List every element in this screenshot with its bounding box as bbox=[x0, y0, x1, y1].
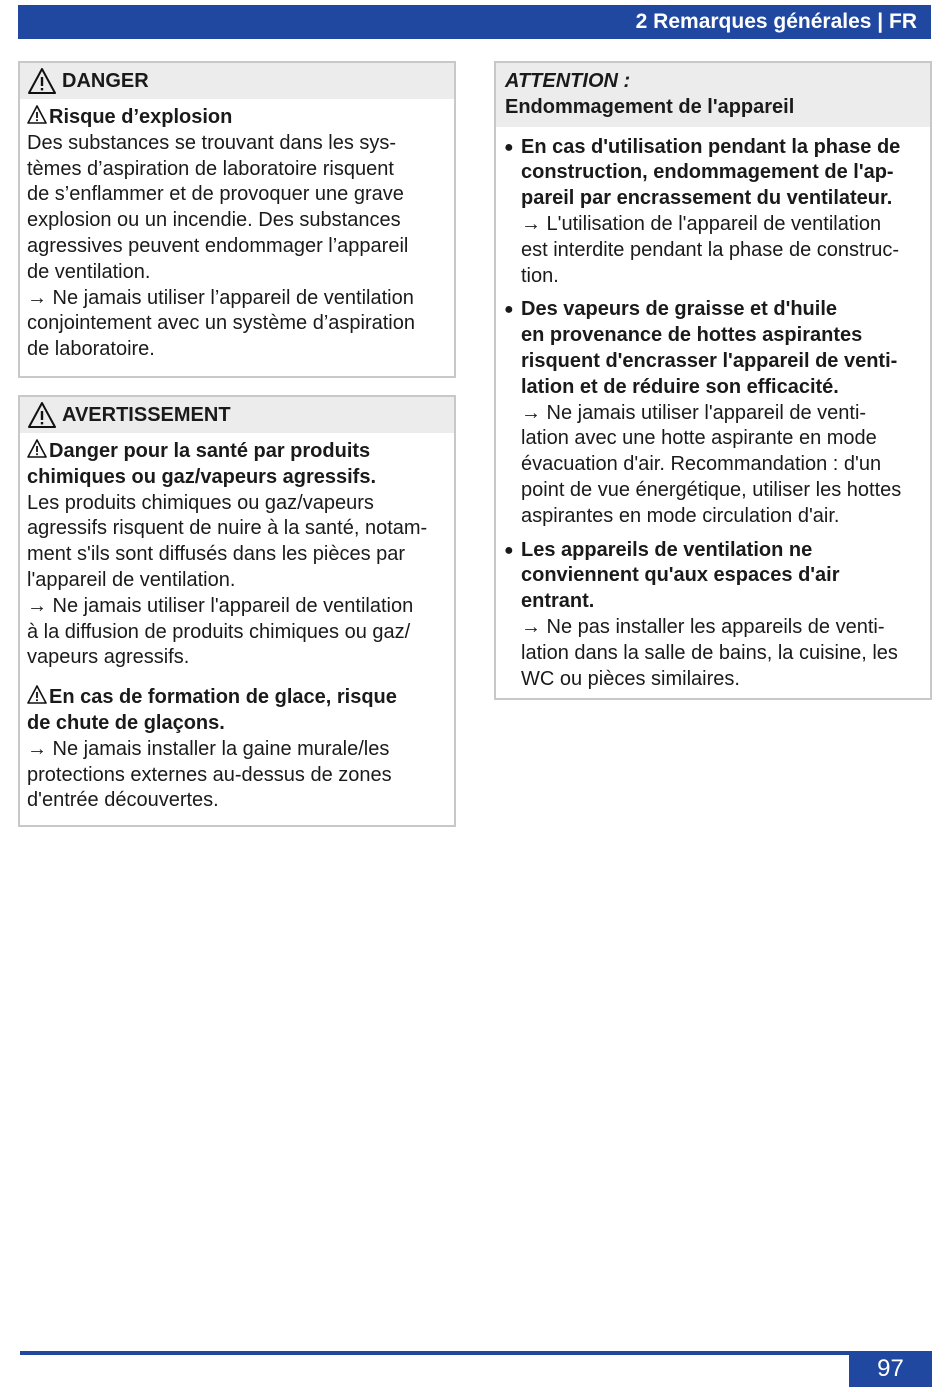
warning-item2-title-line: de chute de glaçons. bbox=[27, 711, 225, 734]
footer-rule bbox=[20, 1351, 932, 1355]
bullet-line: lation dans la salle de bains, la cuisine, les bbox=[521, 641, 898, 664]
warning-box-header bbox=[20, 397, 454, 433]
warning-triangle-icon bbox=[27, 105, 47, 124]
spacer bbox=[27, 671, 447, 685]
warning-item2-title-line: En cas de formation de glace, risque bbox=[49, 686, 397, 709]
warning-triangle-icon bbox=[28, 401, 56, 429]
spacer bbox=[496, 289, 930, 297]
danger-line: explosion ou un incendie. Des substances bbox=[27, 209, 401, 232]
warning-line: protections externes au-dessus de zones bbox=[27, 763, 392, 786]
warning-item2-title bbox=[27, 685, 447, 711]
bullet-bold-line: pareil par encrassement du ventilateur. bbox=[521, 187, 893, 210]
warning-line: Les produits chimiques ou gaz/vapeurs bbox=[27, 491, 374, 514]
attention-box-header bbox=[496, 63, 930, 127]
danger-line: Des substances se trouvant dans les sys- bbox=[27, 131, 397, 154]
bullet-bold-line: conviennent qu'aux espaces d'air bbox=[521, 564, 840, 587]
warning-item1-title bbox=[27, 439, 447, 465]
warning-line: ment s'ils sont diffusés dans les pièces par bbox=[27, 543, 406, 566]
bullet-bold-line: construction, endommagement de l'ap- bbox=[521, 161, 894, 184]
danger-line: de ventilation. bbox=[27, 260, 151, 283]
page-number bbox=[849, 1351, 932, 1387]
danger-heading: DANGER bbox=[62, 69, 149, 92]
warning-heading: AVERTISSEMENT bbox=[62, 403, 231, 426]
bullet-line: → L'utilisation de l'appareil de ventilation bbox=[521, 212, 882, 235]
danger-line: conjointement avec un système d’aspiration bbox=[27, 312, 415, 335]
danger-box-header bbox=[20, 63, 454, 99]
header-title: 2 Remarques générales | FR bbox=[635, 10, 917, 33]
list-item bbox=[496, 135, 930, 290]
attention-list bbox=[496, 127, 930, 693]
warning-item1-title-line: Danger pour la santé par produits bbox=[49, 440, 371, 462]
danger-box-body bbox=[20, 99, 454, 371]
warning-line: agressifs risquent de nuire à la santé, notam- bbox=[27, 517, 428, 540]
warning-line: l'appareil de ventilation. bbox=[27, 568, 236, 591]
attention-box bbox=[494, 61, 932, 700]
bullet-dot-icon: ● bbox=[504, 138, 514, 156]
bullet-line: point de vue énergétique, utiliser les hottes bbox=[521, 478, 902, 501]
danger-line: → Ne jamais utiliser l’appareil de ventilation bbox=[27, 286, 414, 309]
danger-line: tèmes d’aspiration de laboratoire risquent bbox=[27, 157, 394, 180]
danger-line: de laboratoire. bbox=[27, 338, 155, 361]
warning-item1-title-line: chimiques ou gaz/vapeurs agressifs. bbox=[27, 465, 377, 488]
bullet-line: WC ou pièces similaires. bbox=[521, 667, 740, 690]
danger-subtitle-text: Risque d’explosion bbox=[49, 106, 233, 128]
warning-line: → Ne jamais installer la gaine murale/les bbox=[27, 737, 390, 760]
bullet-bold-line: En cas d'utilisation pendant la phase de bbox=[521, 135, 901, 158]
warning-box bbox=[18, 395, 456, 827]
page-header bbox=[18, 5, 931, 39]
warning-line: à la diffusion de produits chimiques ou gaz/ bbox=[27, 620, 411, 643]
bullet-line: lation avec une hotte aspirante en mode bbox=[521, 427, 877, 450]
bullet-dot-icon: ● bbox=[504, 541, 514, 559]
bullet-dot-icon: ● bbox=[504, 301, 514, 319]
bullet-line: → Ne jamais utiliser l'appareil de venti- bbox=[521, 401, 867, 424]
warning-box-body bbox=[20, 433, 454, 822]
bullet-bold-line: Des vapeurs de graisse et d'huile bbox=[521, 298, 837, 321]
bullet-bold-line: risquent d'encrasser l'appareil de venti- bbox=[521, 349, 898, 372]
danger-line: de s’enflammer et de provoquer une grave bbox=[27, 183, 404, 206]
attention-label: ATTENTION : bbox=[505, 70, 631, 92]
page-number-text: 97 bbox=[877, 1355, 904, 1382]
danger-subtitle bbox=[27, 105, 447, 131]
bullet-line: tion. bbox=[521, 264, 559, 287]
warning-line: → Ne jamais utiliser l'appareil de ventilation bbox=[27, 594, 414, 617]
attention-subtitle: Endommagement de l'appareil bbox=[505, 95, 795, 118]
warning-line: d'entrée découvertes. bbox=[27, 789, 219, 812]
danger-box bbox=[18, 61, 456, 378]
warning-triangle-icon bbox=[27, 685, 47, 704]
bullet-line: est interdite pendant la phase de construc- bbox=[521, 238, 900, 261]
bullet-line: aspirantes en mode circulation d'air. bbox=[521, 504, 840, 527]
bullet-bold-line: Les appareils de ventilation ne bbox=[521, 538, 813, 561]
list-item bbox=[496, 538, 930, 693]
bullet-bold-line: en provenance de hottes aspirantes bbox=[521, 324, 863, 347]
bullet-bold-line: lation et de réduire son efficacité. bbox=[521, 375, 839, 398]
list-item bbox=[496, 297, 930, 529]
warning-triangle-icon bbox=[28, 67, 56, 95]
warning-triangle-icon bbox=[27, 439, 47, 458]
bullet-line: évacuation d'air. Recommandation : d'un bbox=[521, 453, 882, 476]
warning-line: vapeurs agressifs. bbox=[27, 646, 190, 669]
spacer bbox=[496, 530, 930, 538]
bullet-line: → Ne pas installer les appareils de venti- bbox=[521, 615, 885, 638]
danger-line: agressives peuvent endommager l’appareil bbox=[27, 234, 409, 257]
bullet-bold-line: entrant. bbox=[521, 590, 595, 613]
